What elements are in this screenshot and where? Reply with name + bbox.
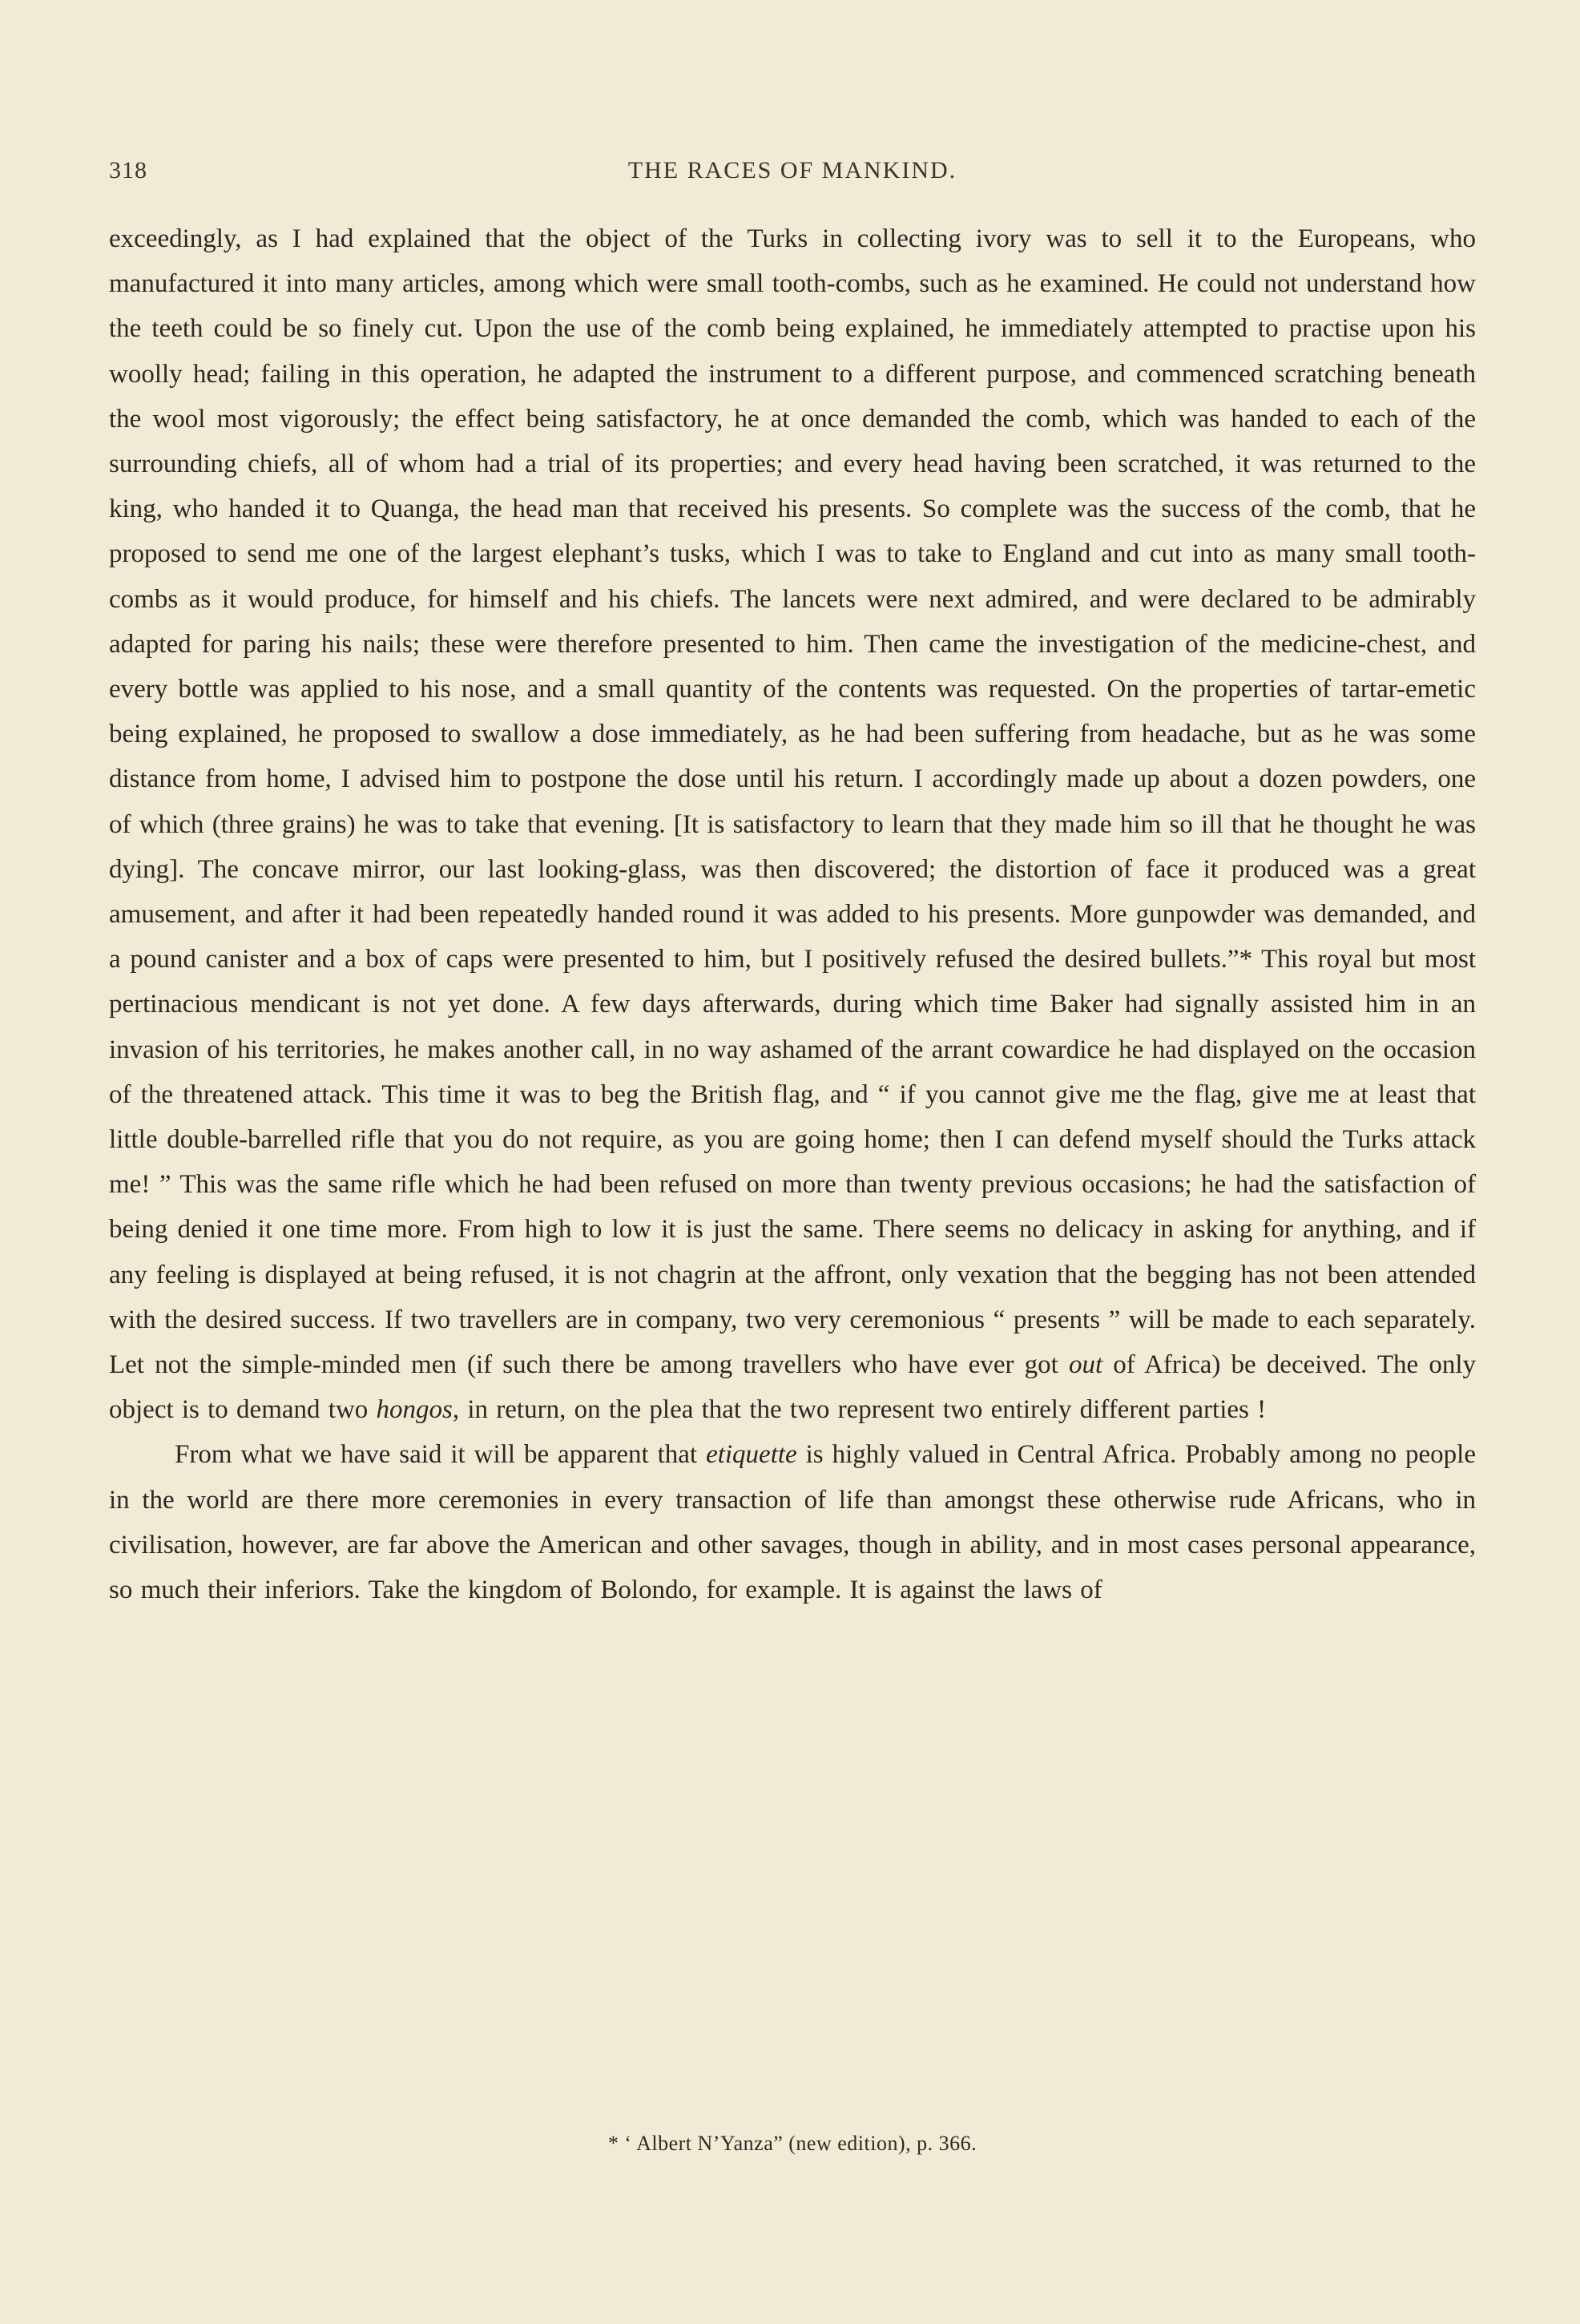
page-number: 318	[109, 157, 147, 184]
italic-emphasis: out	[1068, 1350, 1103, 1380]
body-text	[109, 216, 1476, 1612]
footnote: * ‘ Albert N’Yanza” (new edition), p. 366.	[607, 2132, 977, 2155]
paragraph-text: exceedingly, as I had explained that the object of the Turks in collecting ivory was to sell it to the Europeans, who manufactured it into many articles, among which were small tooth-combs, such as he examined. He could not understand how the teeth could be so finely cut. Upon the use of the comb being explained, he immediately attempted to practise upon his woolly head; failing in this operation, he adapted the instrument to a different purpose, and commenced scratching beneath the wool most vigorously; the effect being satisfactory, he at once demanded the comb, which was handed to each of the surrounding chiefs, all of whom had a trial of its properties; and every head having been scratched, it was returned to the king, who handed it to Quanga, the head man that received his presents. So complete was the success of the comb, that he proposed to send me one of the largest elephant’s tusks, which I was to take to England and cut into as many small tooth-combs as it would produce, for himself and his chiefs. The lancets were next admired, and were declared to be admirably adapted for paring his nails; these were therefore presented to him. Then came the investigation of the medicine-chest, and every bottle was applied to his nose, and a small quantity of the contents was requested. On the properties of tartar-emetic being explained, he proposed to swallow a dose immediately, as he had been suffering from headache, but as he was some distance from home, I advised him to postpone the dose until his return. I accordingly made up about a dozen powders, one of which (three grains) he was to take that evening. [It is satisfactory to learn that they made him so ill that he thought he was dying]. The concave mirror, our last looking-glass, was then discovered; the distortion of face it produced was a great amusement, and after it had been repeatedly handed round it was added to his presents. More gunpowder was demanded, and a pound canister and a box of caps were presented to him, but I positively refused the desired bullets.”* This royal but most pertinacious mendicant is not yet done. A few days afterwards, during which time Baker had signally assisted him in an invasion of his territories, he makes another call, in no way ashamed of the arrant cowardice he had displayed on the occasion of the threatened attack. This time it was to beg the British flag, and “ if you cannot give me the flag, give me at least that little double-barrelled rifle that you do not require, as you are going home; then I can defend myself should the Turks attack me! ” This was the same rifle which he had been refused on more than twenty previous occasions; he had the satisfaction of being denied it one time more. From high to low it is just the same. There seems no delicacy in asking for anything, and if any feeling is displayed at being refused, it is not chagrin at the affront, only vexation that the begging has not been attended with the desired success. If two travellers are in company, two very ceremonious “ presents ” will be made to each separately. Let not the simple-minded men (if such there be among travellers who have ever got	[109, 224, 1476, 1380]
paragraph-text: is highly valued in Central Africa. Probably among no people in the world are there more ceremonies in every transaction of life than amongst these otherwise rude Africans, who in civilisation, however, are far above the American and other savages, though in ability, and in most cases personal appearance, so much their inferiors. Take the kingdom of Bolondo, for example. It is against the laws of	[109, 1440, 1476, 1605]
running-head	[109, 144, 1476, 192]
paragraph-text: , in return, on the plea that the two represent two entirely different parties !	[452, 1395, 1267, 1425]
running-title: THE RACES OF MANKIND.	[627, 157, 957, 184]
paragraph	[109, 1432, 1476, 1612]
book-page	[109, 144, 1476, 2260]
italic-emphasis: etiquette	[706, 1440, 797, 1470]
paragraph	[109, 216, 1476, 1432]
paragraph-text: of Africa) be deceived. The only object is to demand two	[109, 1350, 1476, 1425]
italic-emphasis: hongos	[376, 1395, 453, 1425]
paragraph-text: From what we have said it will be apparent that	[175, 1440, 707, 1470]
